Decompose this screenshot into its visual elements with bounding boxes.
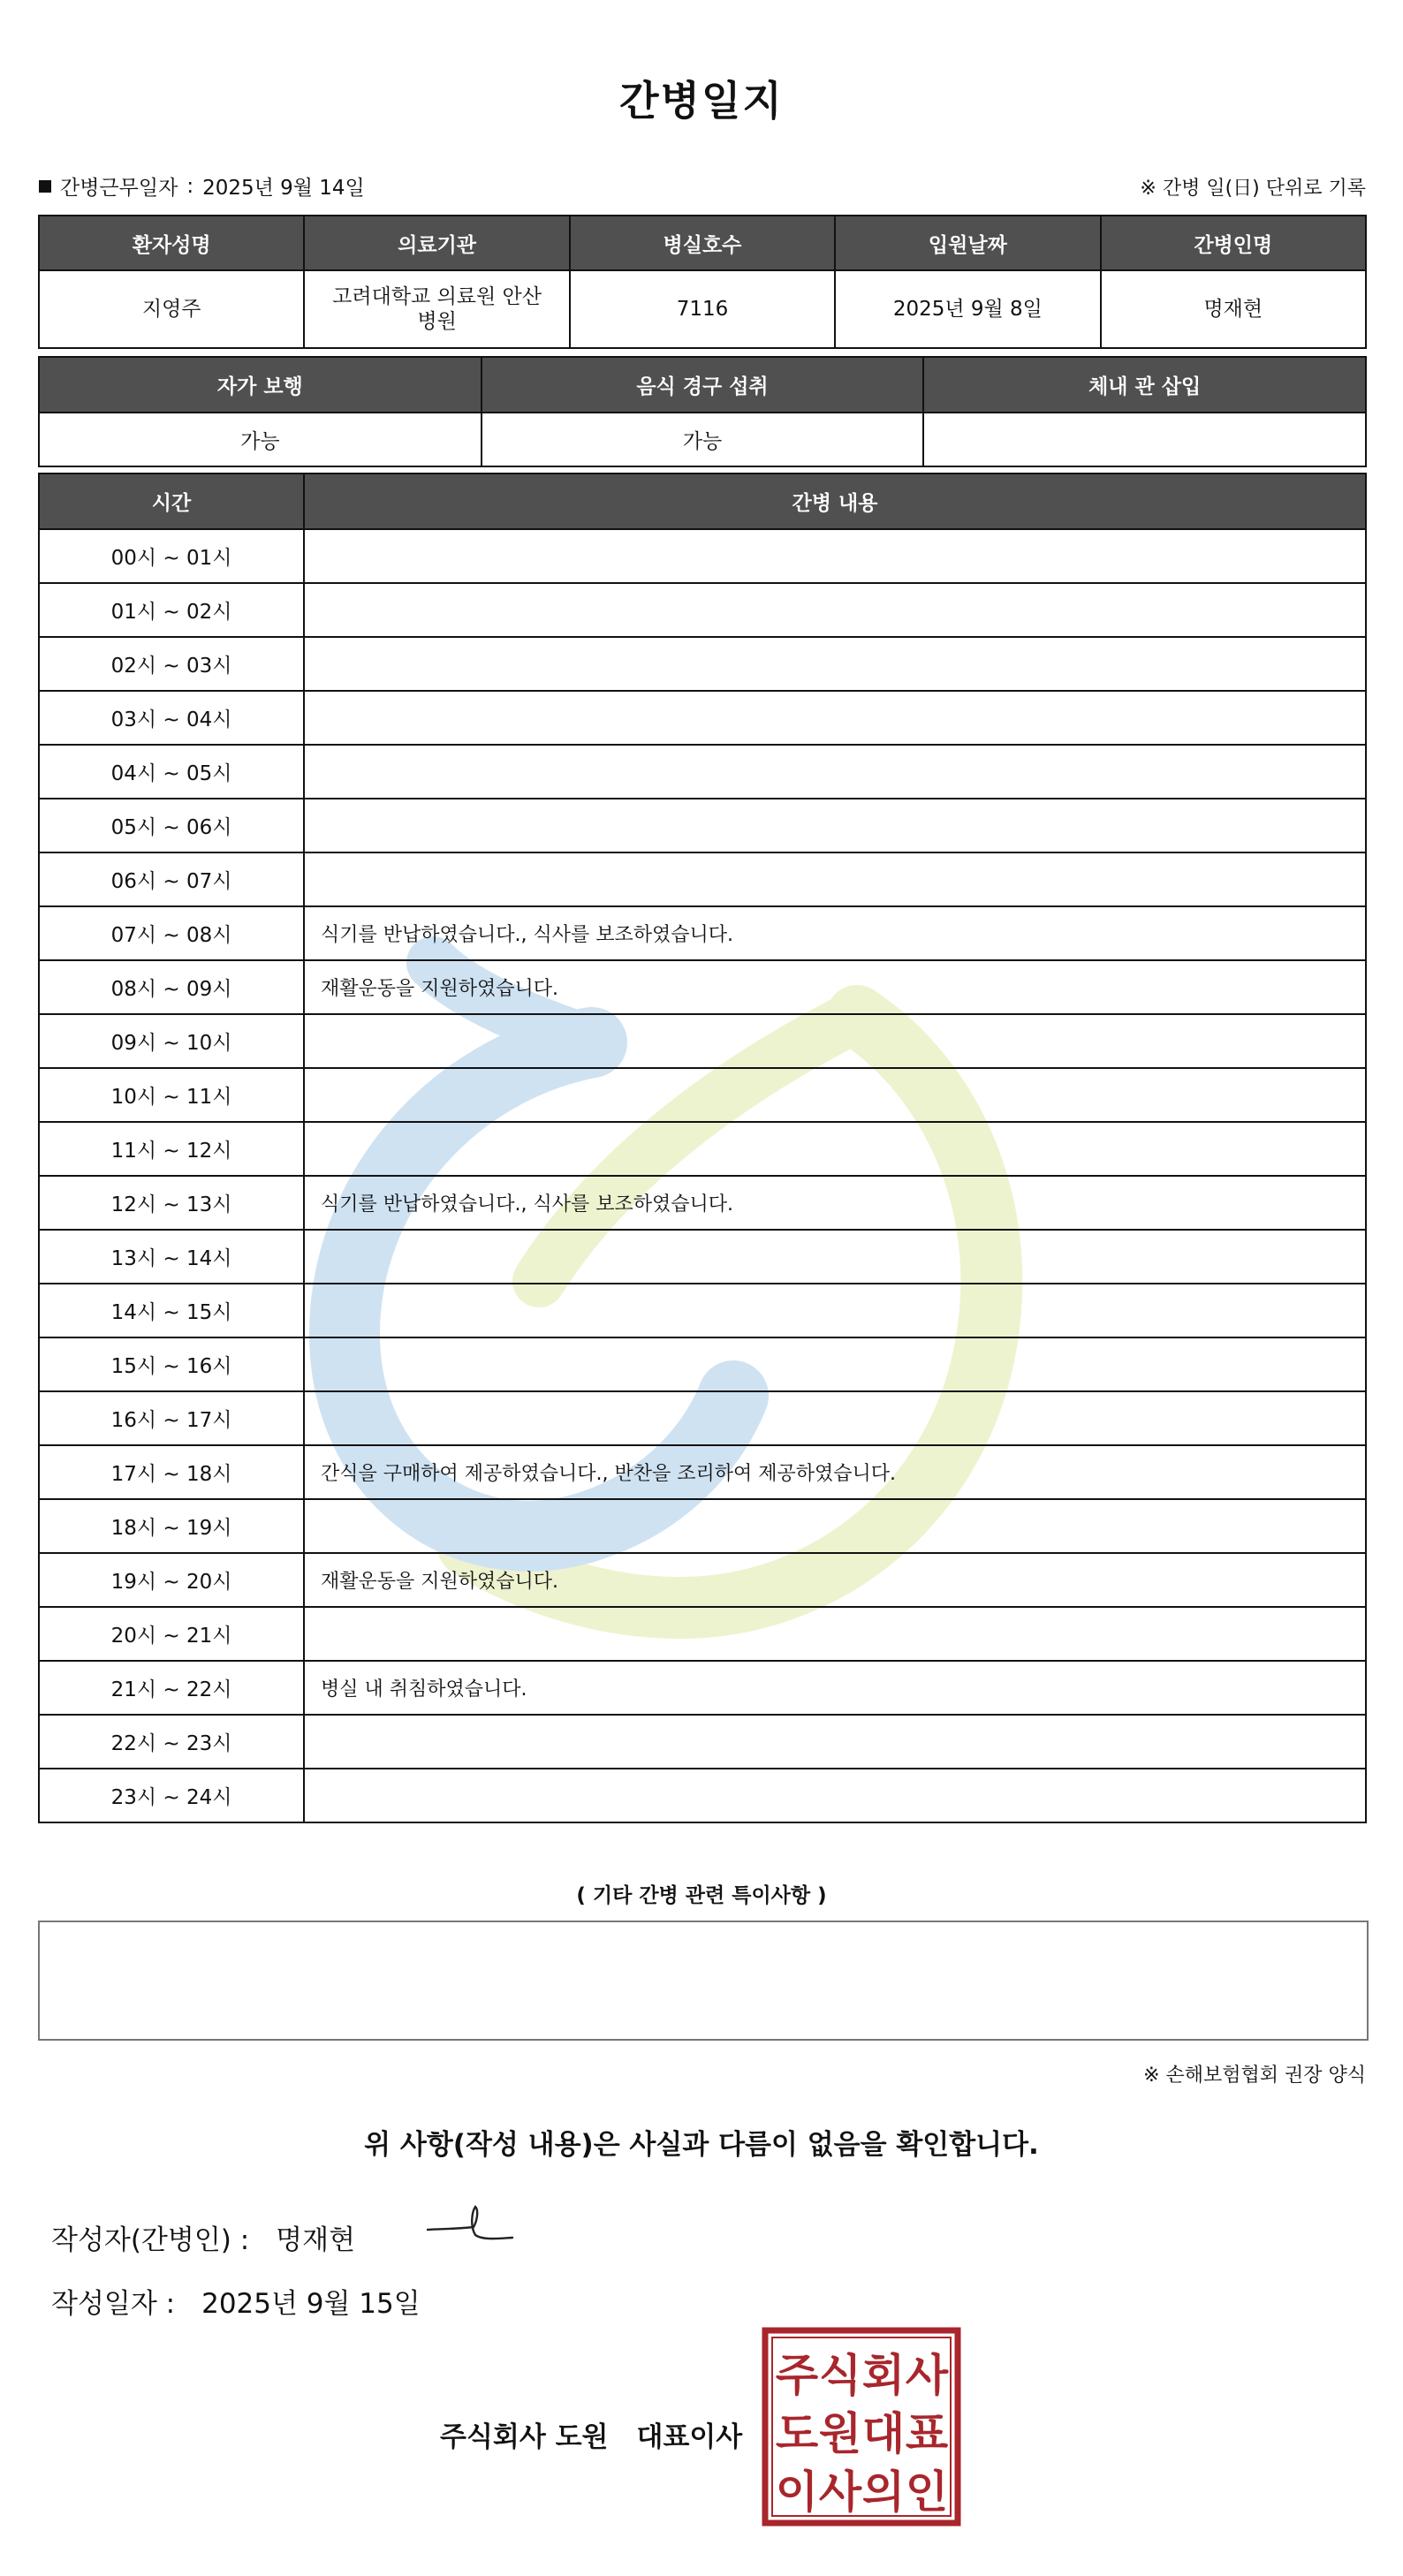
log-time: 15시 ~ 16시 — [39, 1337, 304, 1391]
log-row — [39, 1122, 1366, 1176]
room-number: 7116 — [570, 270, 835, 348]
patient-name: 지영주 — [39, 270, 304, 348]
log-time: 19시 ~ 20시 — [39, 1553, 304, 1607]
log-content: 간식을 구매하여 제공하였습니다., 반찬을 조리하여 제공하였습니다. — [304, 1445, 1366, 1499]
log-time: 16시 ~ 17시 — [39, 1391, 304, 1445]
care-date-separator: : — [186, 174, 194, 198]
status-value-row — [39, 413, 1366, 466]
log-content — [304, 799, 1366, 852]
svg-text:대: 대 — [861, 2408, 906, 2459]
log-time: 03시 ~ 04시 — [39, 691, 304, 745]
write-date-value: 2025년 9월 15일 — [201, 2288, 421, 2320]
patient-value-row — [39, 270, 1366, 348]
log-row — [39, 799, 1366, 852]
writer-name: 명재현 — [276, 2224, 356, 2256]
log-time: 06시 ~ 07시 — [39, 852, 304, 906]
care-date-line — [39, 171, 365, 201]
special-notes-title: ( 기타 간병 관련 특이사항 ) — [576, 1884, 827, 1907]
write-date-label: 작성일자 : — [51, 2288, 176, 2320]
tube-insertion-value — [923, 413, 1366, 466]
log-row — [39, 1230, 1366, 1284]
log-content — [304, 637, 1366, 691]
log-row — [39, 960, 1366, 1014]
svg-text:회: 회 — [861, 2350, 906, 2401]
log-content: 식기를 반납하였습니다., 식사를 보조하였습니다. — [304, 1176, 1366, 1230]
svg-text:이: 이 — [775, 2466, 819, 2518]
log-row — [39, 1715, 1366, 1769]
log-content — [304, 1014, 1366, 1068]
patient-info-table — [38, 215, 1367, 349]
log-row — [39, 583, 1366, 637]
self-walking-value: 가능 — [39, 413, 482, 466]
hourly-care-log-table — [38, 473, 1367, 1823]
log-time: 14시 ~ 15시 — [39, 1284, 304, 1337]
log-row — [39, 745, 1366, 799]
log-content — [304, 1284, 1366, 1337]
patient-status-table — [38, 356, 1367, 467]
svg-text:도: 도 — [775, 2408, 819, 2459]
log-row — [39, 1769, 1366, 1822]
log-content — [304, 1337, 1366, 1391]
log-time: 11시 ~ 12시 — [39, 1122, 304, 1176]
svg-text:사: 사 — [905, 2350, 949, 2401]
hospital-name: 고려대학교 의료원 안산병원 — [304, 270, 569, 348]
bullet-square-icon — [39, 180, 51, 193]
header-time: 시간 — [39, 474, 304, 529]
care-date-value: 2025년 9월 14일 — [202, 177, 365, 200]
log-content — [304, 1499, 1366, 1553]
header-oral-intake: 음식 경구 섭취 — [482, 357, 924, 413]
record-unit-note: ※ 간병 일(日) 단위로 기록 — [1140, 178, 1366, 200]
log-row — [39, 1553, 1366, 1607]
header-room-number: 병실호수 — [570, 216, 835, 270]
svg-text:인: 인 — [905, 2466, 949, 2518]
log-row — [39, 1391, 1366, 1445]
log-content — [304, 1769, 1366, 1822]
log-content: 식기를 반납하였습니다., 식사를 보조하였습니다. — [304, 906, 1366, 960]
log-row — [39, 1607, 1366, 1661]
log-row — [39, 1068, 1366, 1122]
header-patient-name: 환자성명 — [39, 216, 304, 270]
company-seal-stamp — [762, 2327, 961, 2527]
special-notes-box — [38, 1921, 1369, 2041]
handwritten-signature — [424, 2200, 521, 2253]
log-row — [39, 1284, 1366, 1337]
log-time: 09시 ~ 10시 — [39, 1014, 304, 1068]
log-row — [39, 1445, 1366, 1499]
log-content — [304, 583, 1366, 637]
log-row — [39, 852, 1366, 906]
log-content — [304, 852, 1366, 906]
confirmation-statement: 위 사항(작성 내용)은 사실과 다름이 없음을 확인합니다. — [364, 2129, 1039, 2161]
log-time: 01시 ~ 02시 — [39, 583, 304, 637]
recommended-form-note: ※ 손해보험협회 권장 양식 — [1143, 2065, 1366, 2087]
writer-line — [51, 2217, 355, 2257]
header-care-content: 간병 내용 — [304, 474, 1366, 529]
log-row — [39, 529, 1366, 583]
svg-text:표: 표 — [905, 2408, 949, 2459]
log-row — [39, 637, 1366, 691]
admission-date: 2025년 9월 8일 — [835, 270, 1100, 348]
log-content: 재활운동을 지원하였습니다. — [304, 960, 1366, 1014]
status-header-row — [39, 357, 1366, 413]
log-row — [39, 906, 1366, 960]
log-time: 08시 ~ 09시 — [39, 960, 304, 1014]
log-row — [39, 1176, 1366, 1230]
company-role: 대표이사 — [636, 2421, 743, 2453]
log-time: 23시 ~ 24시 — [39, 1769, 304, 1822]
log-content — [304, 691, 1366, 745]
header-admission-date: 입원날짜 — [835, 216, 1100, 270]
log-content — [304, 1391, 1366, 1445]
log-content — [304, 1715, 1366, 1769]
log-header-row — [39, 474, 1366, 529]
header-caregiver-name: 간병인명 — [1101, 216, 1366, 270]
svg-text:주: 주 — [775, 2350, 819, 2401]
log-row — [39, 691, 1366, 745]
log-time: 20시 ~ 21시 — [39, 1607, 304, 1661]
log-content — [304, 1230, 1366, 1284]
header-hospital: 의료기관 — [304, 216, 569, 270]
write-date-line — [51, 2281, 421, 2321]
log-time: 05시 ~ 06시 — [39, 799, 304, 852]
log-content: 병실 내 취침하였습니다. — [304, 1661, 1366, 1715]
company-name: 주식회사 도원 — [440, 2421, 609, 2453]
log-time: 13시 ~ 14시 — [39, 1230, 304, 1284]
log-time: 18시 ~ 19시 — [39, 1499, 304, 1553]
care-date-label: 간병근무일자 — [60, 177, 178, 200]
log-time: 21시 ~ 22시 — [39, 1661, 304, 1715]
header-tube-insertion: 체내 관 삽입 — [923, 357, 1366, 413]
log-row — [39, 1661, 1366, 1715]
log-body — [39, 529, 1366, 1822]
document-title: 간병일지 — [619, 77, 784, 125]
svg-text:사: 사 — [818, 2466, 862, 2518]
log-time: 00시 ~ 01시 — [39, 529, 304, 583]
caregiver-name: 명재현 — [1101, 270, 1366, 348]
patient-header-row — [39, 216, 1366, 270]
log-row — [39, 1014, 1366, 1068]
log-time: 12시 ~ 13시 — [39, 1176, 304, 1230]
log-content — [304, 1122, 1366, 1176]
log-content — [304, 745, 1366, 799]
log-time: 22시 ~ 23시 — [39, 1715, 304, 1769]
log-time: 02시 ~ 03시 — [39, 637, 304, 691]
log-row — [39, 1337, 1366, 1391]
svg-text:식: 식 — [818, 2350, 862, 2401]
log-content — [304, 529, 1366, 583]
log-content: 재활운동을 지원하였습니다. — [304, 1553, 1366, 1607]
writer-label: 작성자(간병인) : — [51, 2224, 250, 2256]
log-content — [304, 1068, 1366, 1122]
log-time: 07시 ~ 08시 — [39, 906, 304, 960]
oral-intake-value: 가능 — [482, 413, 924, 466]
log-content — [304, 1607, 1366, 1661]
header-self-walking: 자가 보행 — [39, 357, 482, 413]
log-time: 04시 ~ 05시 — [39, 745, 304, 799]
svg-text:의: 의 — [861, 2466, 906, 2518]
svg-text:원: 원 — [818, 2408, 862, 2459]
log-row — [39, 1499, 1366, 1553]
log-time: 17시 ~ 18시 — [39, 1445, 304, 1499]
log-time: 10시 ~ 11시 — [39, 1068, 304, 1122]
company-line — [440, 2414, 742, 2454]
